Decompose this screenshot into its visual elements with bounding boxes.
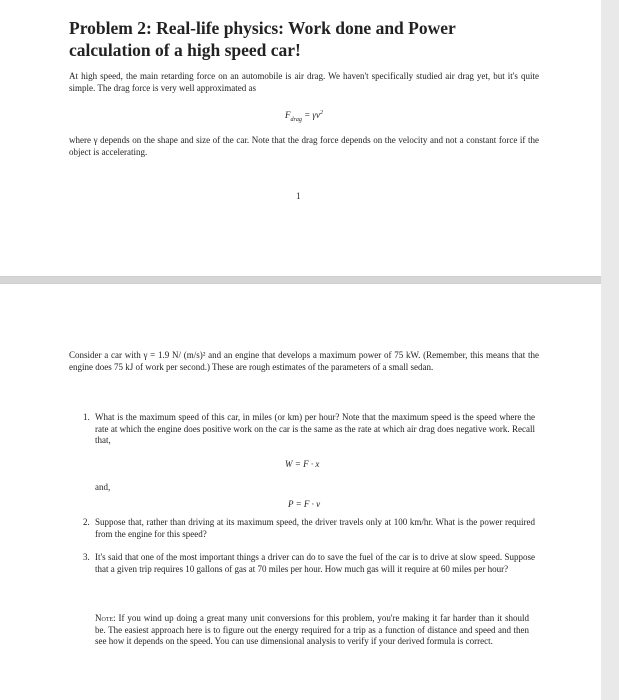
question-text: What is the maximum speed of this car, in miles (or km) per hour? Note that the maximum speed is the speed where the rate at which the engine does positive work on the car is the same as the rate at which air drag does negative work. Recall that,	[95, 412, 535, 445]
intro-paragraph: At high speed, the main retarding force on an automobile is air drag. We haven't specifically studied air drag yet, but it's quite simple. The drag force is very well approximated as	[69, 71, 539, 93]
drag-equation-exp: 2	[319, 110, 323, 116]
document-page-2	[0, 283, 601, 700]
car-parameters-paragraph: Consider a car with γ = 1.9 N/ (m/s)² and an engine that develops a maximum power of 75 kW. (Remember, this means that the engine does 75 kJ of work per second.) These are rough estimates of the parameters of a small sedan.	[69, 350, 539, 372]
question-list-continued	[83, 517, 535, 540]
question-item	[83, 552, 535, 575]
question-number: 1.	[83, 412, 90, 422]
document-page-1	[0, 0, 601, 277]
and-label: and,	[95, 482, 111, 492]
drag-equation-lhs: F	[285, 110, 291, 120]
problem-title: Problem 2: Real-life physics: Work done and Power calculation of a high speed car!	[69, 18, 456, 60]
note-paragraph	[95, 613, 529, 648]
work-equation: W = F · x	[285, 459, 320, 469]
question-text: Suppose that, rather than driving at its maximum speed, the driver travels only at 100 km/hr. What is the power required from the engine for this speed?	[95, 517, 535, 539]
page-number: 1	[296, 191, 301, 201]
viewer-scrollbar-track[interactable]	[600, 0, 619, 700]
question-number: 2.	[83, 517, 90, 527]
note-text: If you wind up doing a great many unit conversions for this problem, you're making it far harder than it should be. The easiest approach here is to figure out the energy required for a trip as a function of distance and speed and then see how it depends on the speed. You can use dimensional analysis to verify if your derived formula is correct.	[95, 613, 529, 646]
explanation-paragraph: where γ depends on the shape and size of the car. Note that the drag force depends on the velocity and not a constant force if the object is accelerating.	[69, 135, 539, 157]
note-label: Note:	[95, 613, 116, 623]
drag-equation	[285, 110, 323, 123]
drag-equation-sub: drag	[290, 116, 302, 123]
question-number: 3.	[83, 552, 90, 562]
drag-equation-rhs: = γv	[304, 110, 320, 120]
power-equation: P = F · v	[288, 499, 321, 509]
question-list-continued	[83, 552, 535, 575]
question-text: It's said that one of the most important things a driver can do to save the fuel of the car is to drive at slow speed. Suppose that a given trip requires 10 gallons of gas at 70 miles per hour. How much gas will it require at 60 miles per hour?	[95, 552, 535, 574]
question-item	[83, 517, 535, 540]
